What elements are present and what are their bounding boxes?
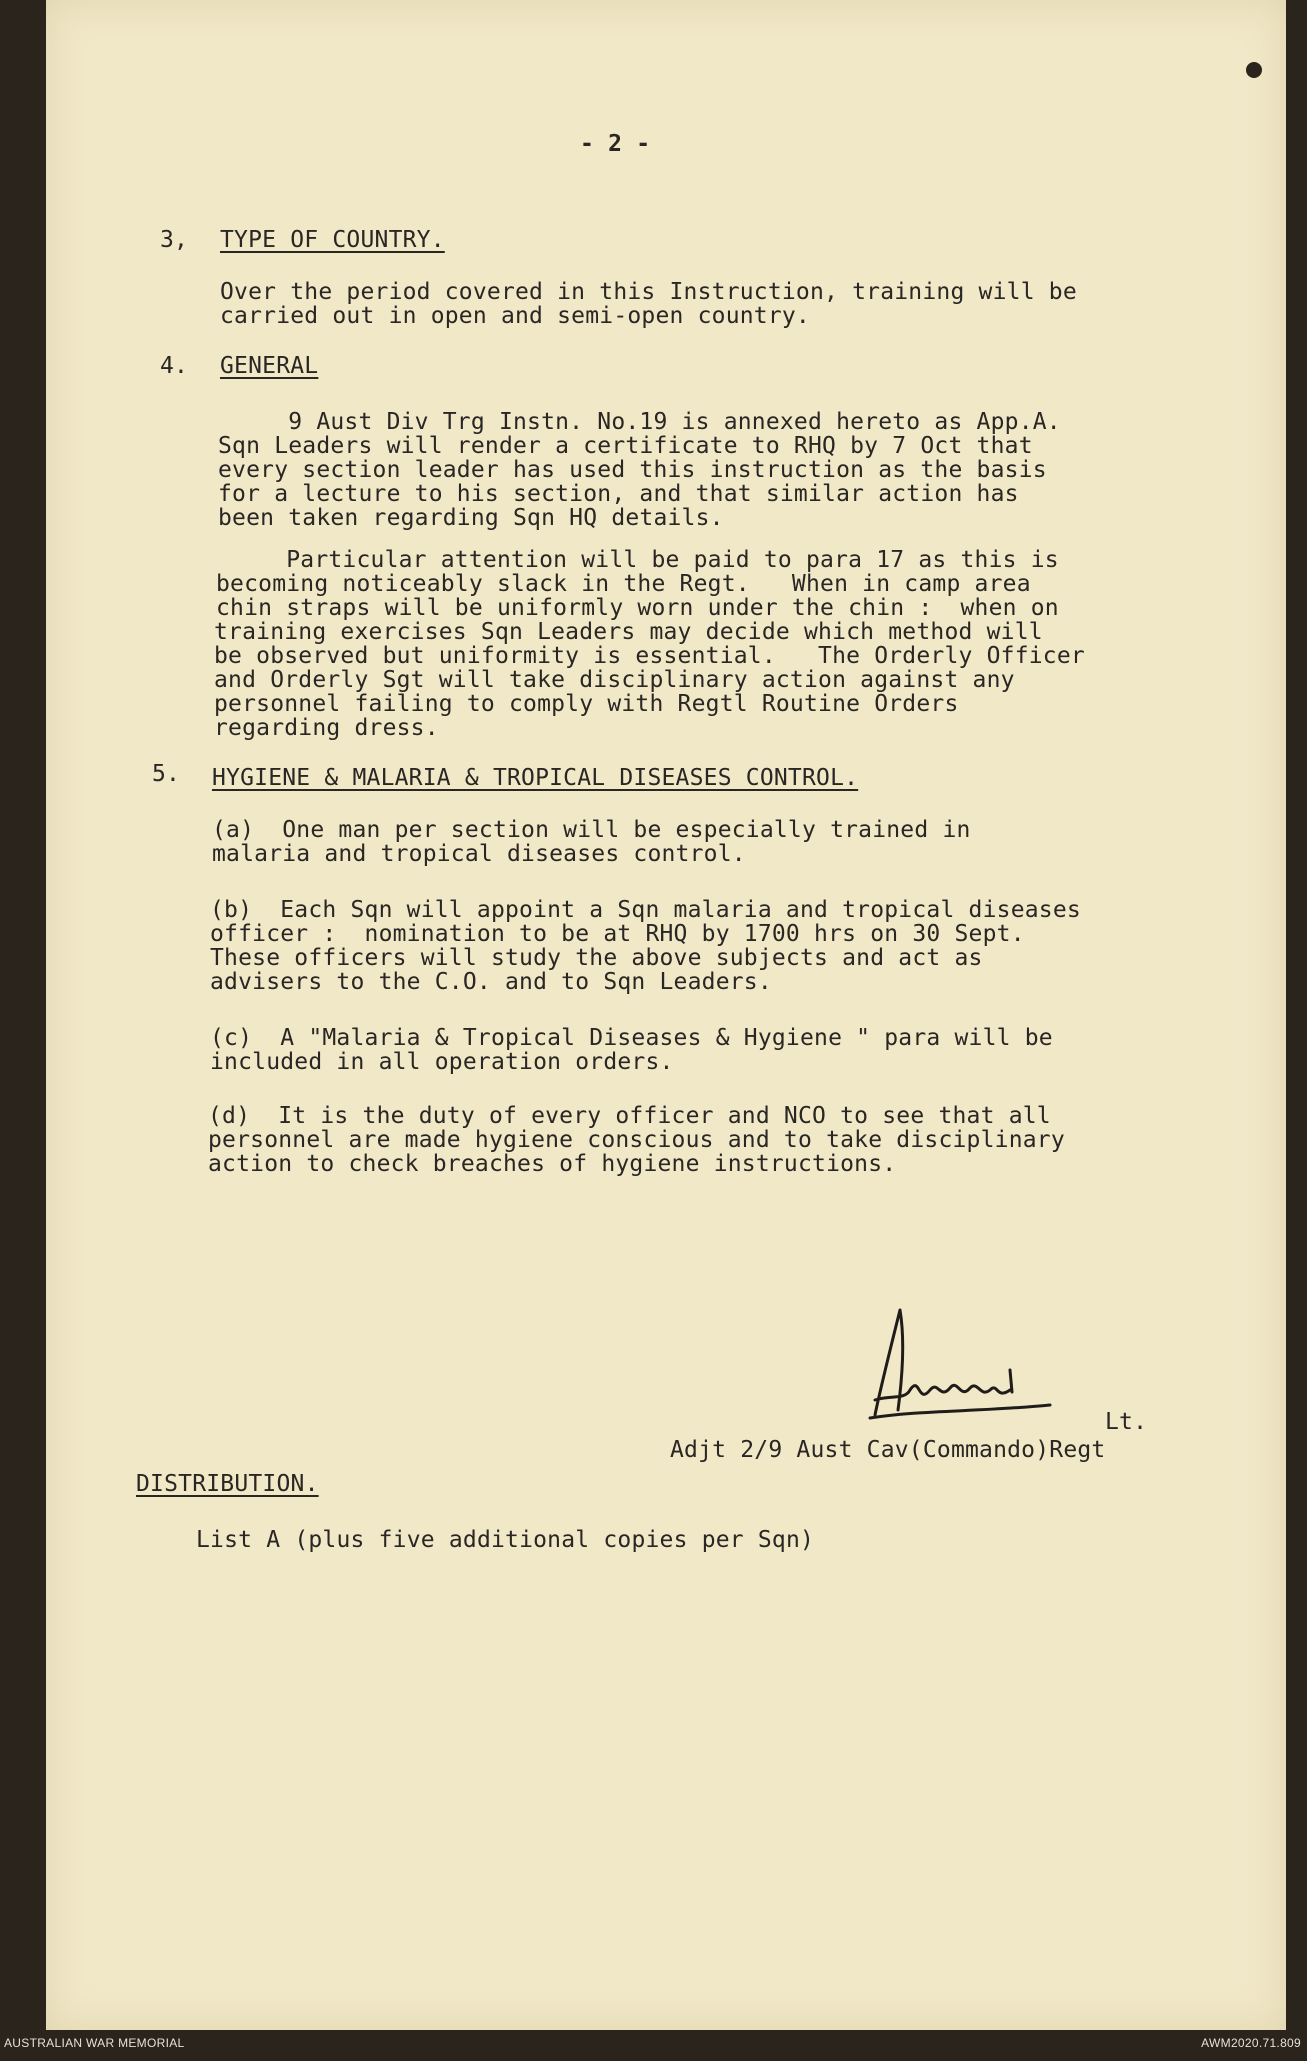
section-5b-line-2: officer : nomination to be at RHQ by 1700 hrs on 30 Sept. [210, 921, 1025, 947]
section-4-line-9: training exercises Sqn Leaders may decide which method will [214, 619, 1043, 645]
section-4-line-11: and Orderly Sgt will take disciplinary action against any [214, 667, 1015, 693]
section-3-line-2: carried out in open and semi-open country. [220, 303, 810, 329]
section-4-line-12: personnel failing to comply with Regtl Routine Orders [214, 691, 959, 717]
section-5c-line-1: (c) A "Malaria & Tropical Diseases & Hygiene " para will be [210, 1025, 1053, 1051]
section-4-heading: GENERAL [220, 353, 319, 379]
section-5-heading: HYGIENE & MALARIA & TROPICAL DISEASES CONTROL. [212, 765, 859, 791]
signature-title: Adjt 2/9 Aust Cav(Commando)Regt [670, 1437, 1106, 1463]
section-4-line-6: Particular attention will be paid to para 17 as this is [216, 547, 1059, 573]
section-4-line-3: every section leader has used this instruction as the basis [218, 457, 1047, 483]
section-5c-line-2: included in all operation orders. [210, 1049, 674, 1075]
section-5b-line-4: advisers to the C.O. and to Sqn Leaders. [210, 969, 772, 995]
section-5d-line-2: personnel are made hygiene conscious and to take disciplinary [208, 1127, 1065, 1153]
page-number: - 2 - [580, 131, 651, 157]
footer-archive-name: AUSTRALIAN WAR MEMORIAL [4, 2036, 185, 2050]
signature-rank: Lt. [1105, 1409, 1148, 1435]
section-3-heading: TYPE OF COUNTRY. [220, 227, 445, 253]
section-5d-line-1: (d) It is the duty of every officer and NCO to see that all [208, 1103, 1051, 1129]
section-4-line-5: been taken regarding Sqn HQ details. [218, 505, 724, 531]
section-4-line-7: becoming noticeably slack in the Regt. When in camp area [216, 571, 1031, 597]
section-4-number: 4. [160, 353, 189, 379]
section-5b-line-3: These officers will study the above subjects and act as [210, 945, 983, 971]
section-5b-line-1: (b) Each Sqn will appoint a Sqn malaria and tropical diseases [210, 897, 1081, 923]
section-4-line-13: regarding dress. [214, 715, 439, 741]
section-4-line-10: be observed but uniformity is essential. The Orderly Officer [214, 643, 1085, 669]
section-4-line-2: Sqn Leaders will render a certificate to RHQ by 7 Oct that [218, 433, 1033, 459]
section-5-number: 5. [152, 761, 181, 787]
section-5a-line-2: malaria and tropical diseases control. [212, 841, 746, 867]
section-5d-line-3: action to check breaches of hygiene instructions. [208, 1151, 897, 1177]
distribution-heading: DISTRIBUTION. [136, 1471, 319, 1497]
footer-reference-id: AWM2020.71.809 [1201, 2036, 1301, 2050]
section-4-line-1: 9 Aust Div Trg Instn. No.19 is annexed hereto as App.A. [218, 409, 1061, 435]
distribution-list: List A (plus five additional copies per Sqn) [196, 1527, 815, 1553]
section-5a-line-1: (a) One man per section will be especially trained in [212, 817, 971, 843]
section-4-line-8: chin straps will be uniformly worn under the chin : when on [216, 595, 1059, 621]
punch-hole [1246, 62, 1262, 78]
section-3-line-1: Over the period covered in this Instruction, training will be [220, 279, 1077, 305]
section-4-line-4: for a lecture to his section, and that similar action has [218, 481, 1019, 507]
handwritten-signature [860, 1290, 1060, 1430]
section-3-number: 3, [160, 227, 189, 253]
